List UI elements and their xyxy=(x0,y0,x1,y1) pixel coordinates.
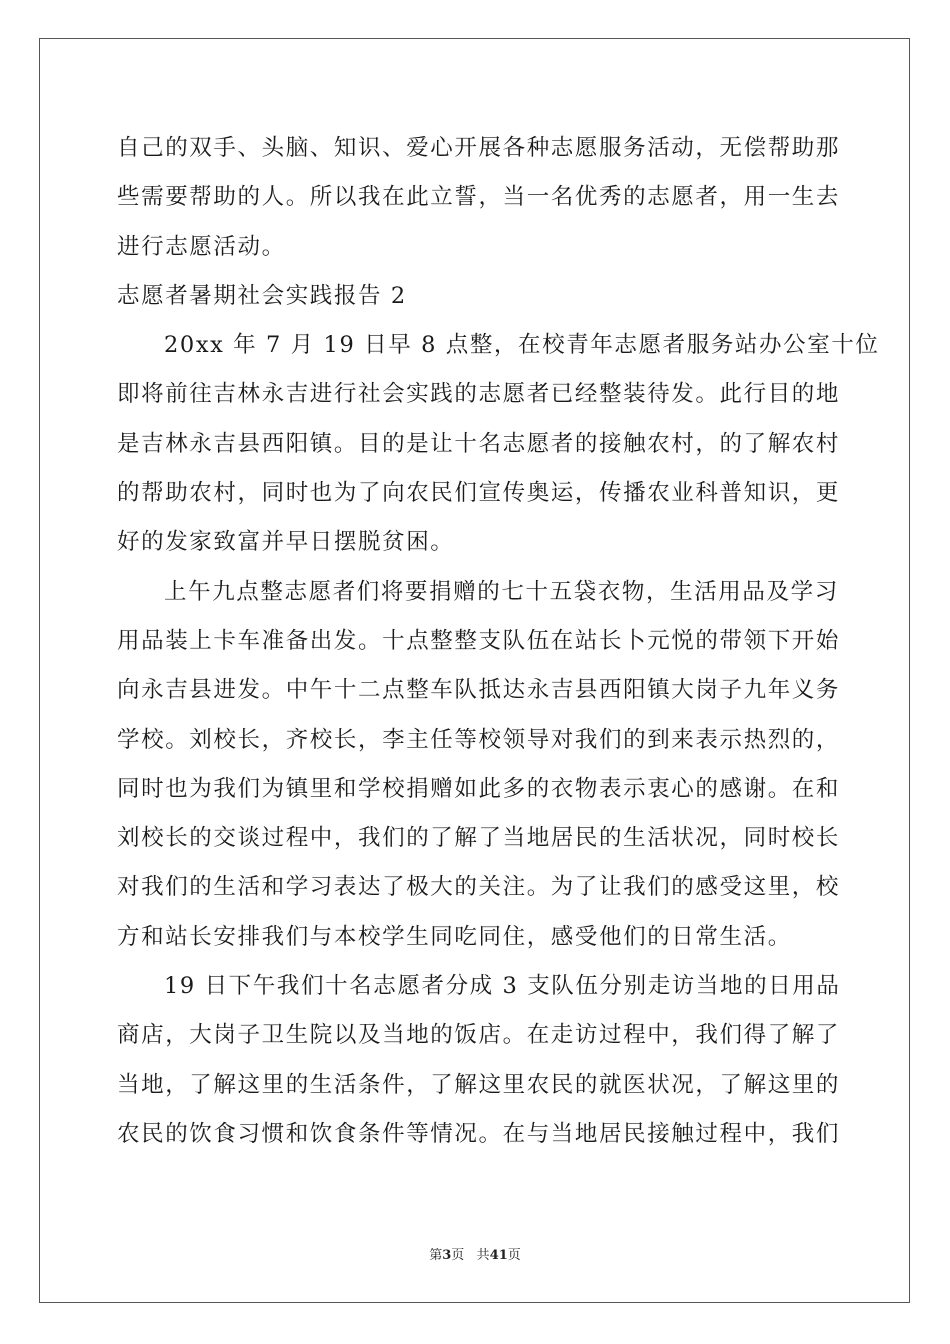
document-body xyxy=(117,124,880,1159)
text-line: 向永吉县进发。中午十二点整车队抵达永吉县西阳镇大岗子九年义务 xyxy=(117,677,841,704)
current-page-number: 3 xyxy=(442,1248,452,1263)
text-line: 些需要帮助的人。所以我在此立誓，当一名优秀的志愿者，用一生去 xyxy=(117,184,841,211)
footer-page-suffix: 页 xyxy=(451,1248,465,1263)
text-line: 即将前往吉林永吉进行社会实践的志愿者已经整装待发。此行目的地 xyxy=(117,381,841,408)
text-line: 商店，大岗子卫生院以及当地的饭店。在走访过程中，我们得了解了 xyxy=(117,1022,841,1049)
page-footer xyxy=(0,1244,950,1263)
total-pages-number: 41 xyxy=(489,1248,508,1263)
text-line: 的帮助农村，同时也为了向农民们宣传奥运，传播农业科普知识，更 xyxy=(117,480,841,507)
text-line: 当地，了解这里的生活条件，了解这里农民的就医状况，了解这里的 xyxy=(117,1071,841,1098)
text-line: 学校。刘校长，齐校长，李主任等校领导对我们的到来表示热烈的， xyxy=(117,726,841,753)
text-line: 农民的饮食习惯和饮食条件等情况。在与当地居民接触过程中，我们 xyxy=(117,1120,841,1147)
text-line: 自己的双手、头脑、知识、爱心开展各种志愿服务活动，无偿帮助那 xyxy=(117,135,841,161)
text-line: 是吉林永吉县西阳镇。目的是让十名志愿者的接触农村，的了解农村 xyxy=(117,430,841,457)
text-line: 同时也为我们为镇里和学校捐赠如此多的衣物表示衷心的感谢。在和 xyxy=(117,775,841,802)
footer-total-suffix: 页 xyxy=(507,1248,521,1263)
text-line: 19 日下午我们十名志愿者分成 3 支队伍分别走访当地的日用品 xyxy=(164,973,841,1000)
text-line: 志愿者暑期社会实践报告 2 xyxy=(117,282,407,309)
text-line: 20xx 年 7 月 19 日早 8 点整，在校青年志愿者服务站办公室十位 xyxy=(164,332,880,359)
text-line: 方和站长安排我们与本校学生同吃同住，感受他们的日常生活。 xyxy=(117,923,792,950)
text-line: 好的发家致富并早日摆脱贫困。 xyxy=(117,529,455,556)
footer-total-prefix: 共 xyxy=(476,1248,490,1263)
footer-prefix: 第 xyxy=(429,1248,443,1263)
text-line: 对我们的生活和学习表达了极大的关注。为了让我们的感受这里，校 xyxy=(117,874,841,901)
text-line: 进行志愿活动。 xyxy=(117,233,286,260)
text-line: 刘校长的交谈过程中，我们的了解了当地居民的生活状况，同时校长 xyxy=(117,825,841,852)
text-line: 用品装上卡车准备出发。十点整整支队伍在站长卜元悦的带领下开始 xyxy=(117,627,841,654)
text-line: 上午九点整志愿者们将要捐赠的七十五袋衣物，生活用品及学习 xyxy=(164,578,839,605)
